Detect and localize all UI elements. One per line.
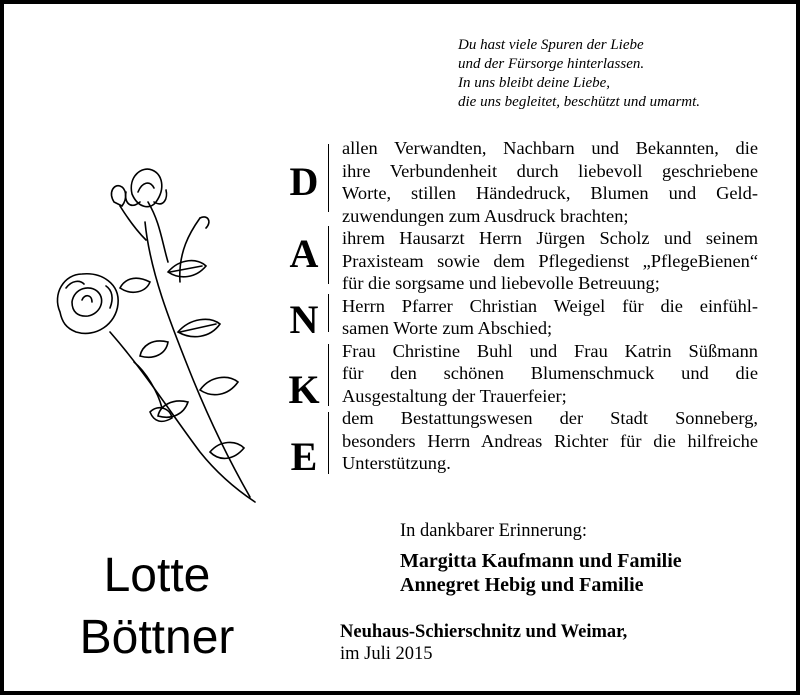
poem [458, 36, 788, 112]
danke-letter: K [288, 367, 320, 412]
thanks-line: Unterstützung. [342, 453, 451, 473]
poem-line: In uns bleibt deine Liebe, [458, 75, 611, 91]
thanks-line: ihre Verbundenheit durch liebevoll geschriebene [342, 160, 758, 181]
thanks-paragraph [342, 340, 758, 408]
poem-line: und der Fürsorge hinterlassen. [458, 56, 645, 72]
place-line: Neuhaus-Schierschnitz und Weimar, [340, 622, 628, 642]
thanks-paragraph [342, 295, 758, 340]
date-line: im Juli 2015 [340, 644, 433, 664]
thanks-paragraph [342, 137, 758, 227]
thanks-line: besonders Herrn Andreas Richter für die hilfreiche [342, 430, 758, 451]
thanks-line: ihrem Hausarzt Herrn Jürgen Scholz und seinem [342, 228, 758, 248]
thanks-text [342, 137, 758, 475]
separator-line [328, 344, 329, 406]
thanks-line: Herrn Pfarrer Christian Weigel für die einfühl- [342, 295, 758, 316]
thanks-line: Worte, stillen Händedruck, Blumen und Geld- [342, 183, 758, 203]
thanks-line: dem Bestattungswesen der Stadt Sonneberg, [342, 408, 758, 428]
memory-intro: In dankbarer Erinnerung: [400, 521, 587, 541]
danke-letter: E [290, 434, 318, 479]
danke-letter: D [289, 159, 319, 204]
thanks-line: Praxisteam sowie dem Pflegedienst „PflegeBienen“ [342, 250, 758, 271]
poem-line: die uns begleitet, beschützt und umarmt. [458, 94, 701, 110]
separator-line [328, 226, 329, 284]
danke-letter: N [289, 297, 319, 342]
separator-line [328, 144, 329, 212]
thanks-line: für die sorgsame und liebevolle Betreuung; [342, 273, 660, 293]
family-line: Annegret Hebig und Familie [400, 574, 644, 596]
family-line: Margitta Kaufmann und Familie [400, 550, 682, 572]
separator-line [328, 294, 329, 332]
thanks-line: für den schönen Blumenschmuck und die [342, 363, 758, 383]
deceased-last-name: Böttner [79, 611, 235, 664]
poem-line: Du hast viele Spuren der Liebe [458, 37, 644, 53]
rose-illustration [50, 162, 260, 507]
separator-line [328, 412, 329, 474]
thanks-line: Ausgestaltung der Trauerfeier; [342, 385, 567, 406]
thanks-line: zuwendungen zum Ausdruck brachten; [342, 205, 629, 226]
thanks-line: allen Verwandten, Nachbarn und Bekannten, die [342, 138, 758, 158]
thanks-line: samen Worte zum Abschied; [342, 318, 553, 338]
thanks-paragraph [342, 407, 758, 475]
deceased-first-name: Lotte [103, 549, 211, 602]
thanks-paragraph [342, 227, 758, 295]
thanks-line: Frau Christine Buhl und Frau Katrin Süßmann [342, 340, 758, 361]
danke-letter: A [289, 231, 319, 276]
